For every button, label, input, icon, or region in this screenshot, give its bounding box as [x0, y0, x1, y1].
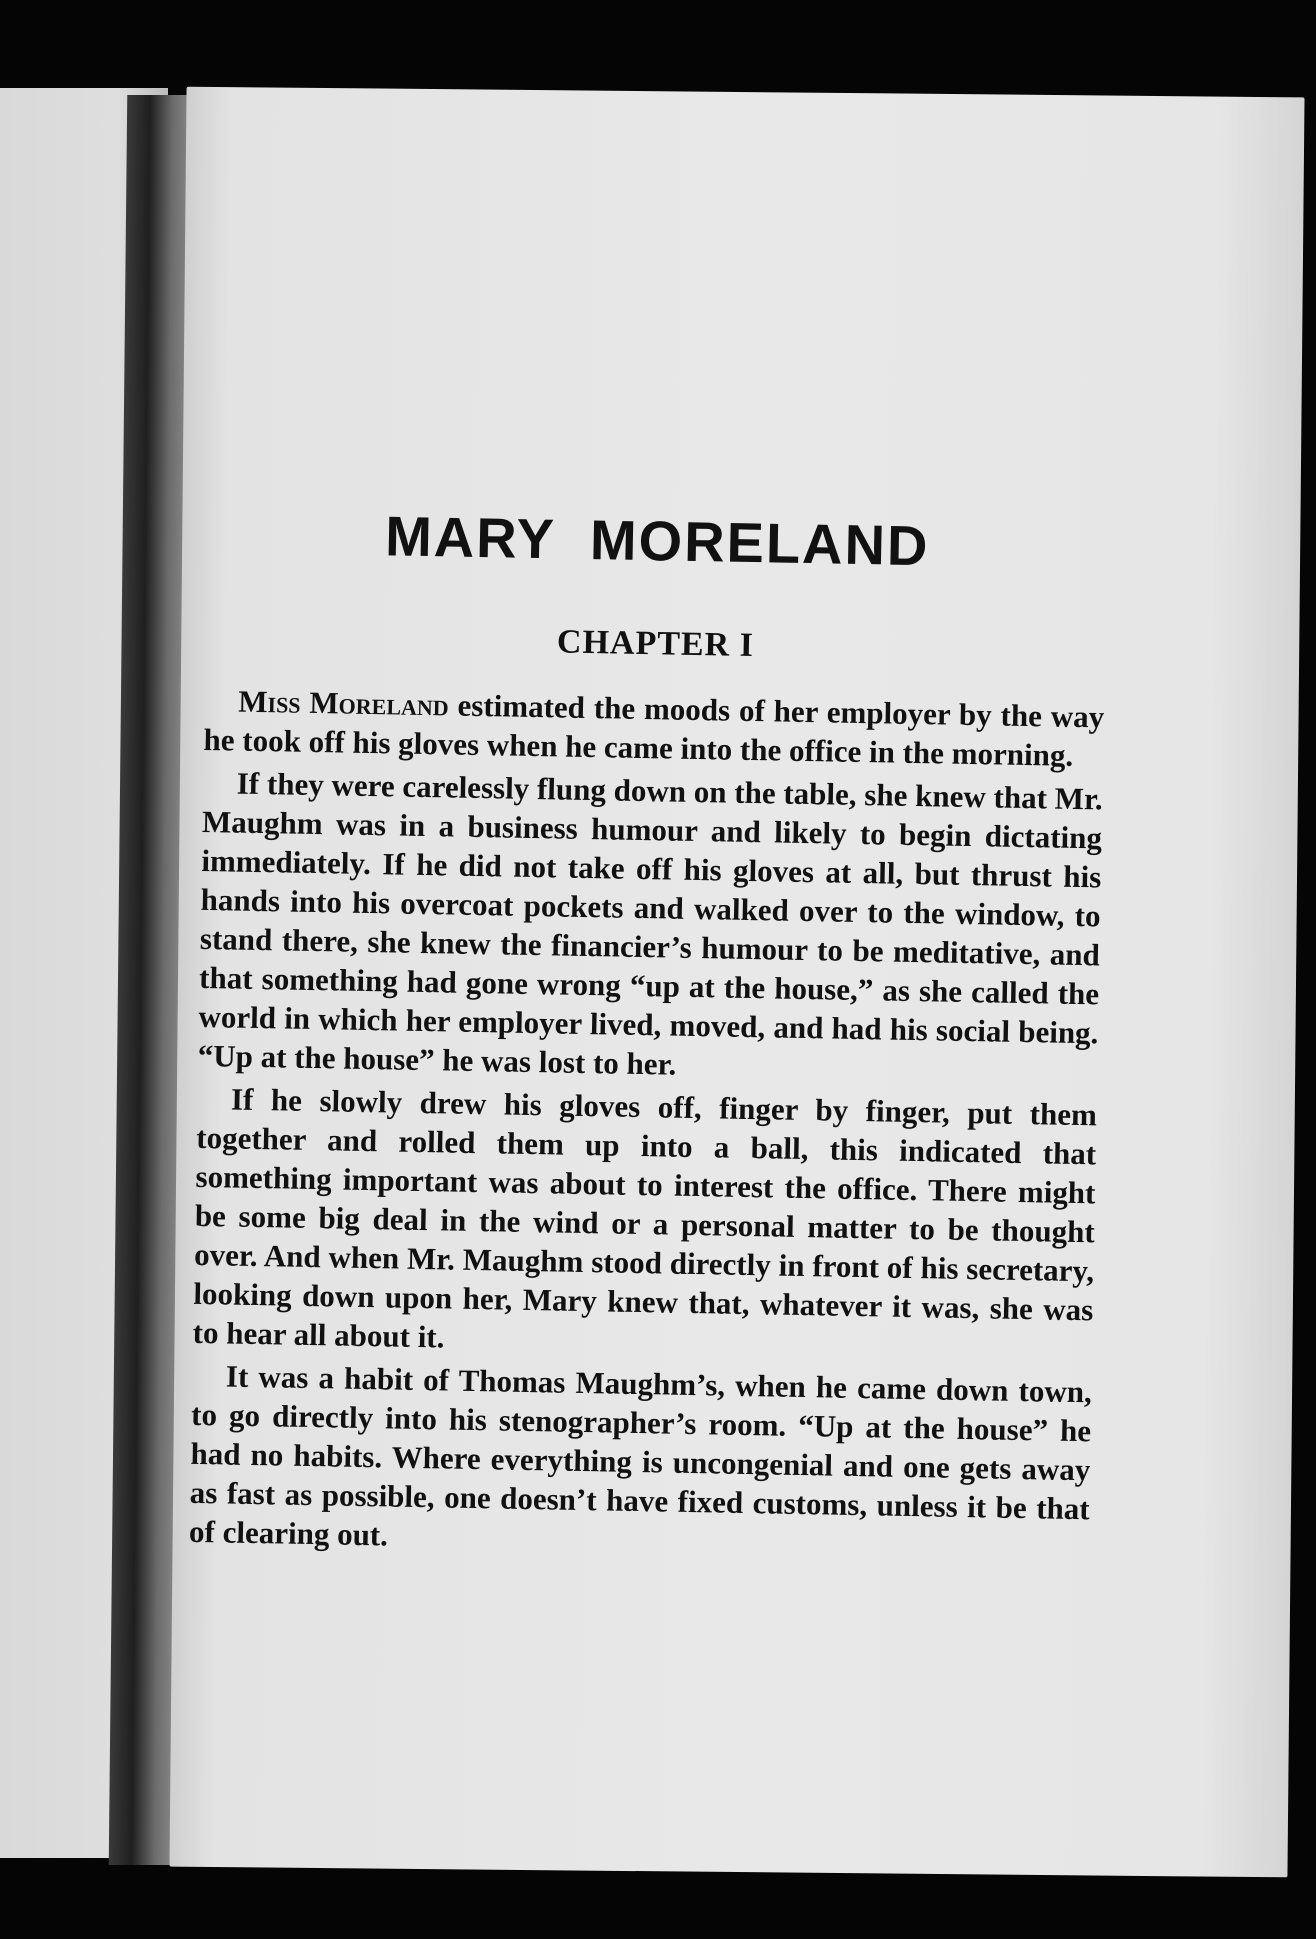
- page-text: [189, 500, 1108, 1571]
- opening-name: Miss Moreland: [237, 683, 450, 723]
- paragraph-4: It was a habit of Thomas Maughm’s, when he came down town, to go directly into his stenographer’s room. “Up at the house” he had no habits. Where everything is uncongenial and one gets away as fast as possible, one doesn’t have fixed customs, unless it be that of clearing out.: [188, 1358, 1093, 1553]
- paragraph-1: [203, 681, 1104, 775]
- paragraph-1-text: estimated the moods of her employer by the way he took off his gloves when he came into the office in the morning.: [203, 687, 1105, 773]
- chapter-heading: CHAPTER I: [556, 623, 755, 665]
- title-word-1: MARY: [384, 504, 557, 571]
- paragraph-3: If he slowly drew his gloves off, finger by finger, put them together and rolled them up into a ball, this indicated that something important was about to interest the office. There might be some big deal in the wind or a personal matter to be thought over. And when Mr. Maughm stood directly in front of his secretary, looking down upon her, Mary knew that, whatever it was, she was to hear all about it.: [192, 1081, 1098, 1355]
- title-word-2: MORELAND: [589, 508, 931, 578]
- paragraph-2: If they were carelessly flung down on the table, she knew that Mr. Maughm was in a business humour and likely to begin dictating immediately. If he did not take off his gloves at all, but thrust his hands into his overcoat pockets and walked over to the window, to stand there, she knew the financier’s humour to be meditative, and that something had gone wrong “up at the house,” as she called the world in which her employer lived, moved, and had his social being. “Up at the house” he was lost to her.: [197, 765, 1103, 1082]
